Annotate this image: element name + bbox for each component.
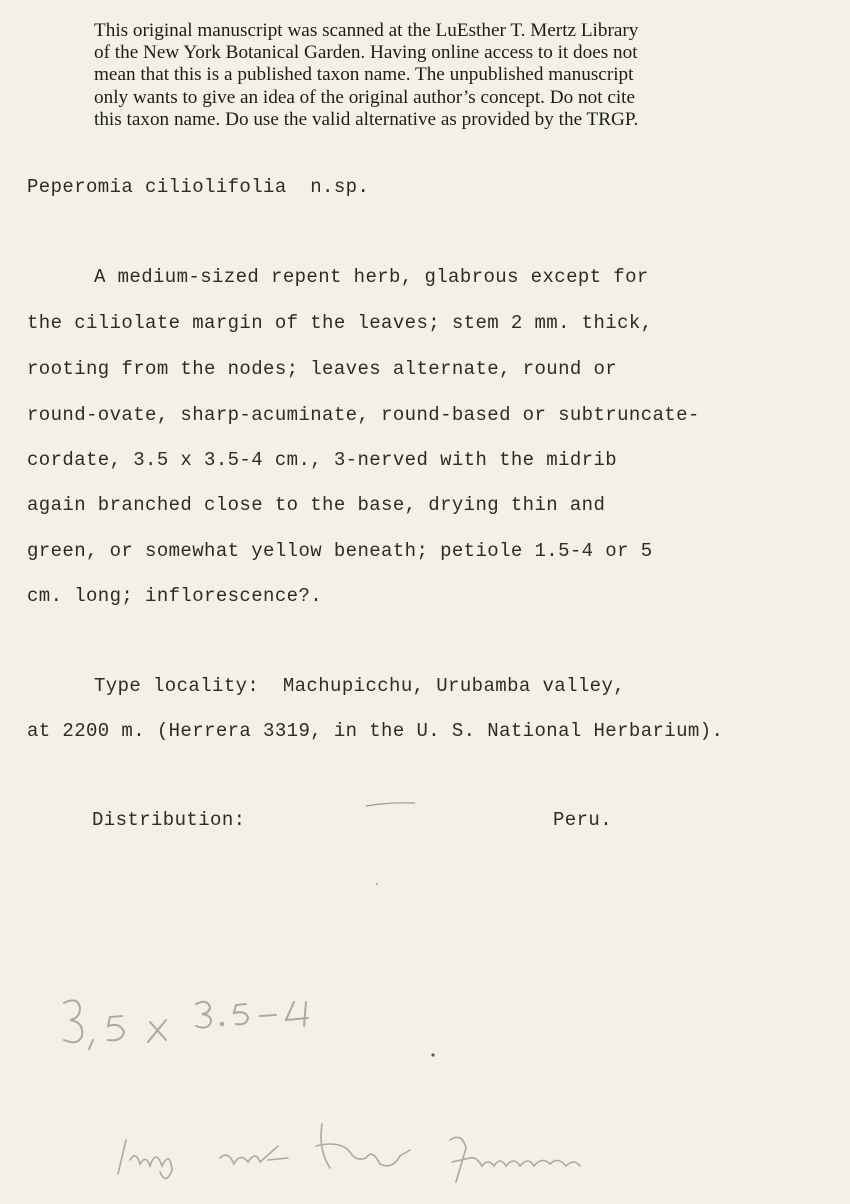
description-line: cm. long; inflorescence?. — [27, 585, 323, 607]
pencil-stroke-mark — [366, 803, 415, 806]
distribution-label: Distribution: — [92, 809, 246, 831]
type-locality-line: Type locality: Machupicchu, Urubamba valley, — [94, 675, 626, 697]
ink-dot — [376, 883, 378, 885]
pencil-note-dimensions — [64, 1000, 308, 1049]
description-line: the ciliolate margin of the leaves; stem 2 mm. thick, — [27, 312, 653, 334]
ink-dot — [431, 1053, 434, 1056]
description-line: cordate, 3.5 x 3.5-4 cm., 3-nerved with the midrib — [27, 449, 618, 471]
description-line: again branched close to the base, drying thin and — [27, 494, 606, 516]
notice-line: only wants to give an idea of the original author’s concept. Do not cite — [94, 86, 636, 108]
notice-line: This original manuscript was scanned at the LuEsther T. Mertz Library — [94, 20, 639, 41]
notice-line: this taxon name. Do use the valid alternative as provided by the TRGP. — [94, 108, 639, 130]
type-locality-line: at 2200 m. (Herrera 3319, in the U. S. National Herbarium). — [27, 720, 724, 742]
notice-line: mean that this is a published taxon name. The unpublished manuscript — [94, 64, 634, 86]
description-line: round-ovate, sharp-acuminate, round-based or subtruncate- — [27, 404, 700, 426]
species-title: Peperomia ciliolifolia n.sp. — [27, 176, 370, 198]
description-line: A medium-sized repent herb, glabrous except for — [94, 266, 649, 288]
pencil-note-illegible — [118, 1124, 580, 1182]
description-line: rooting from the nodes; leaves alternate, round or — [27, 358, 618, 380]
distribution-value: Peru. — [553, 809, 613, 831]
description-line: green, or somewhat yellow beneath; petiole 1.5-4 or 5 — [27, 540, 653, 562]
notice-line: of the New York Botanical Garden. Having online access to it does not — [94, 42, 638, 64]
